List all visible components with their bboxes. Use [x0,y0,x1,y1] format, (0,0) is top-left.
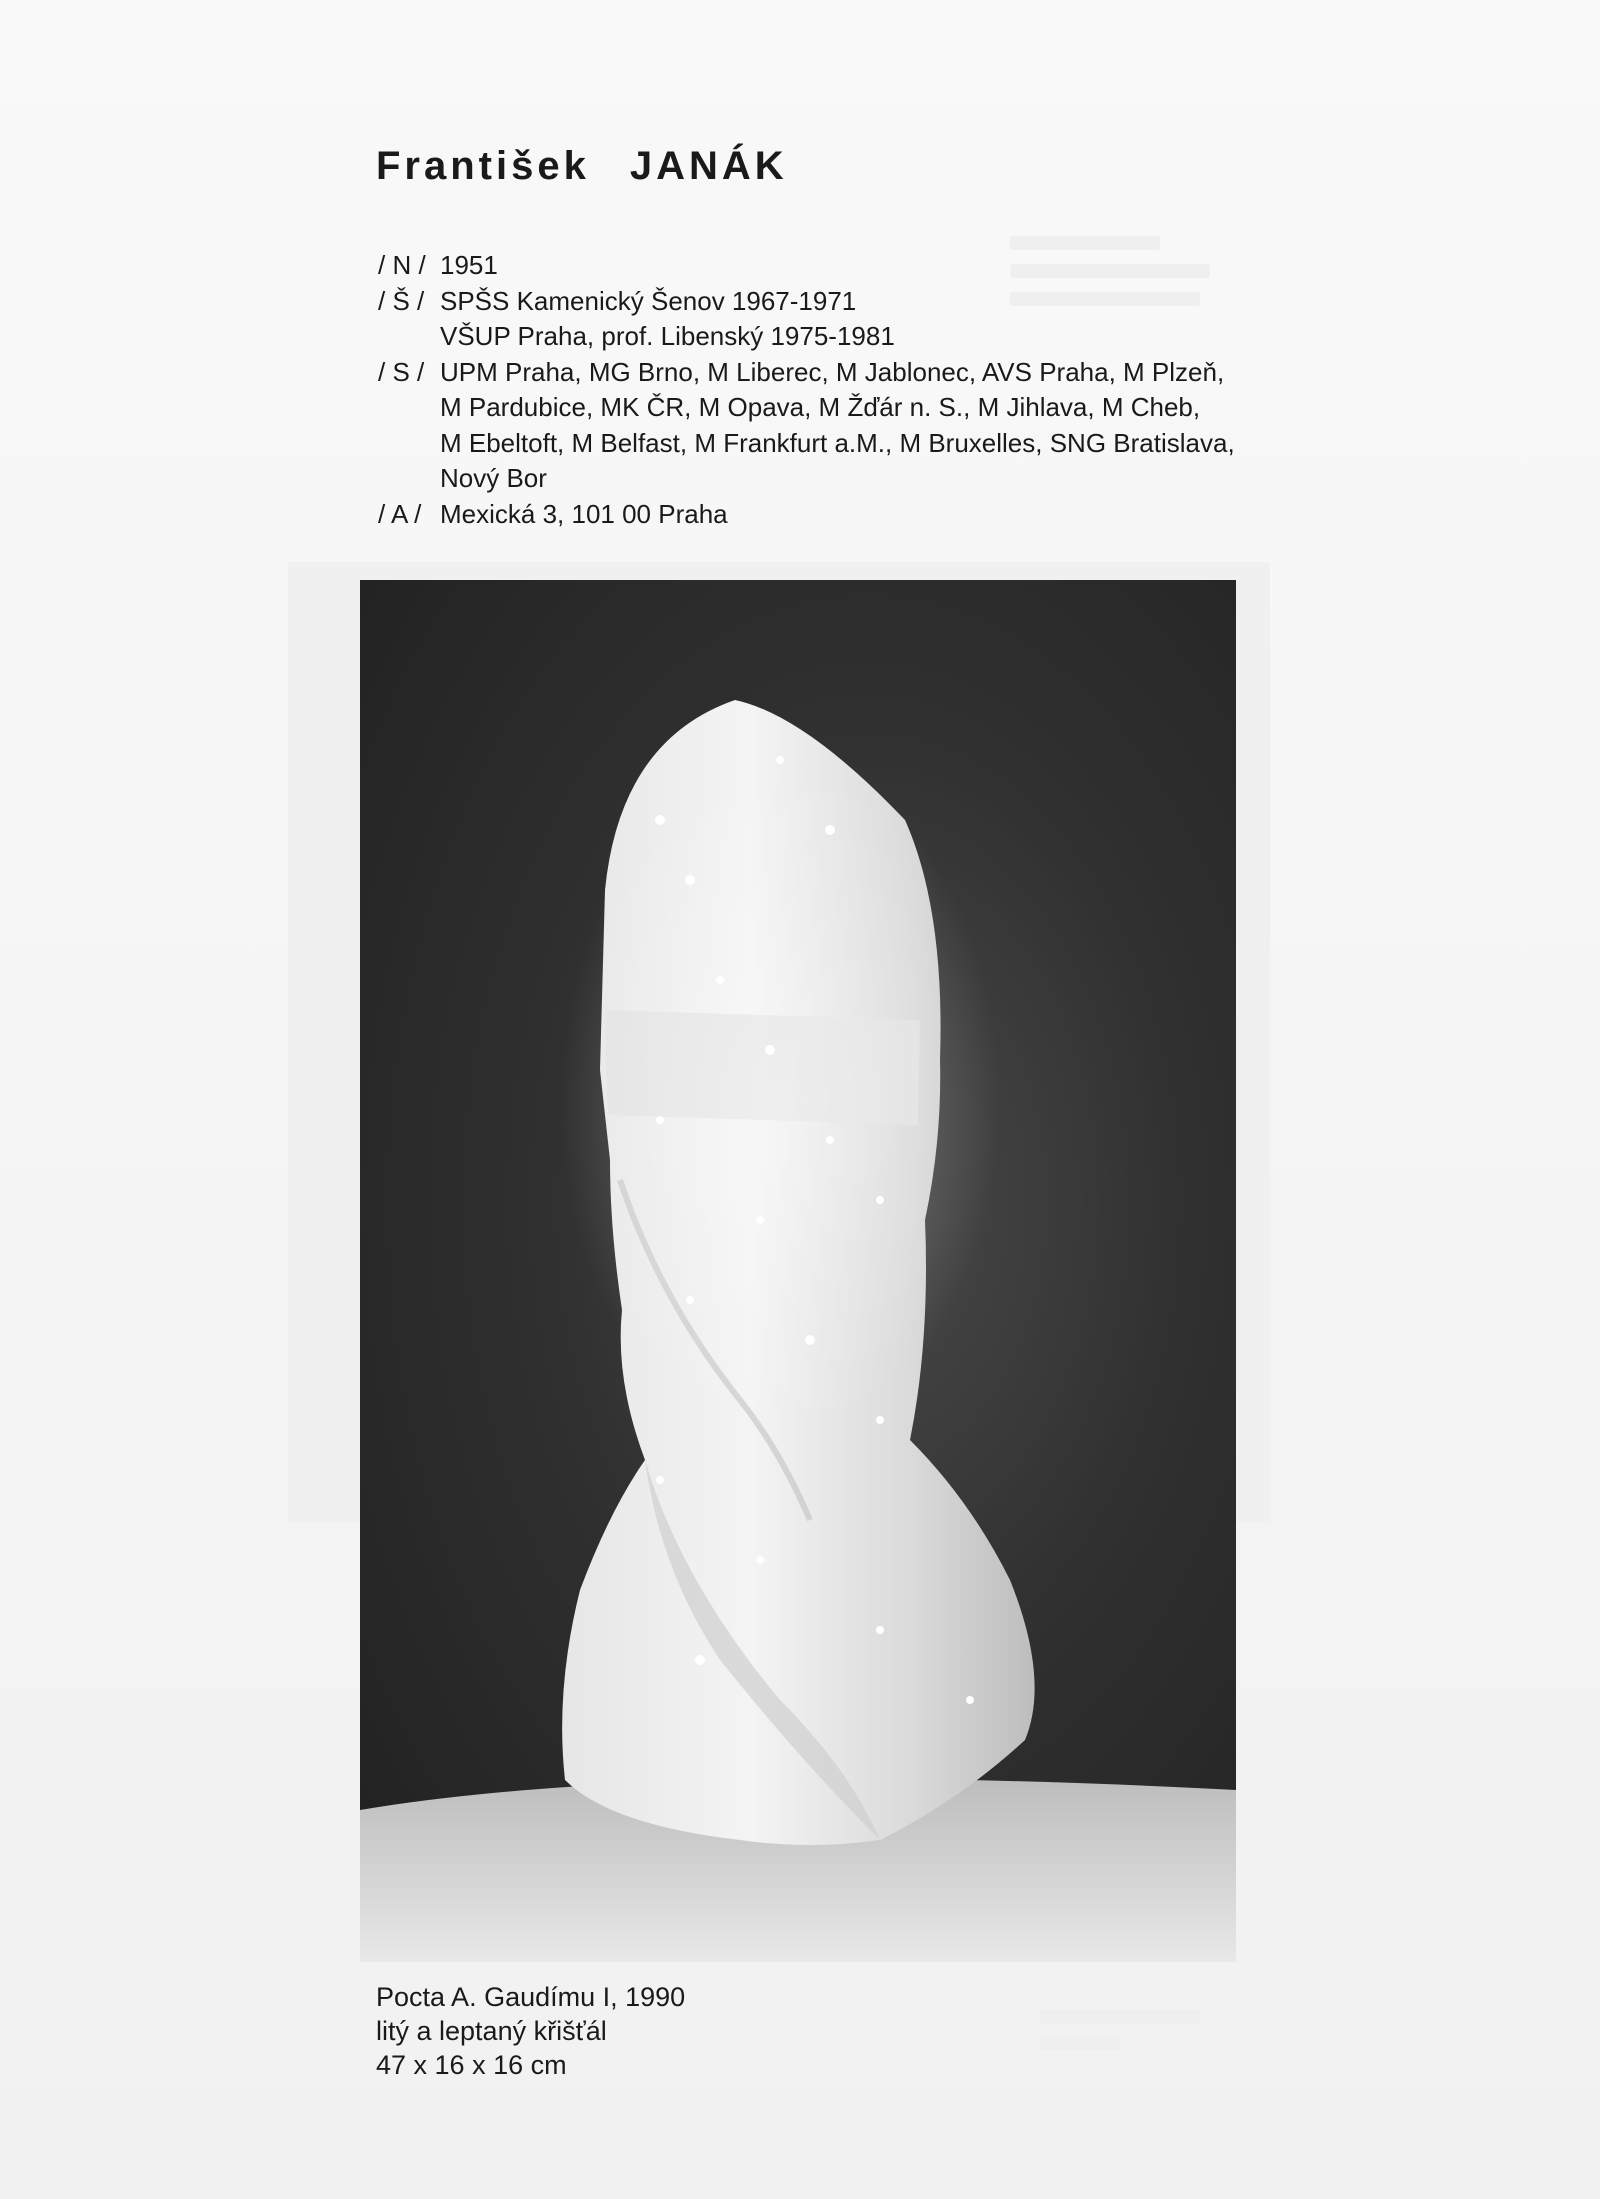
bio-address-row [378,497,1338,533]
bio-text: M Pardubice, MK ČR, M Opava, M Žďár n. S., M Jihlava, M Cheb, [440,392,1201,422]
bio-text: Mexická 3, 101 00 Praha [440,498,728,529]
glass-sculpture-icon [360,580,1236,1962]
bio-code: / S / [378,356,425,387]
bio-school-row [378,284,1338,320]
bio-collections-row [378,355,1338,391]
bio-code: / A / [378,498,422,529]
artwork-dimensions: 47 x 16 x 16 cm [376,2050,567,2080]
bleed-through-decoration [975,128,1205,183]
bio-code: / N / [378,250,426,280]
artist-name [376,144,788,189]
bio-collections-row-cont [378,426,1338,462]
bio-code: / Š / [378,285,425,316]
bio-text: M Ebeltoft, M Belfast, M Frankfurt a.M., M Bruxelles, SNG Bratislava, [440,427,1235,458]
sculpture-highlight [560,760,1000,1440]
artist-biography [378,248,1338,532]
sculpture-photo [360,580,1236,1962]
bio-text: 1951 [440,250,498,280]
artist-family-name: JANÁK [629,144,788,188]
bio-text: VŠUP Praha, prof. Libenský 1975-1981 [440,321,895,351]
bio-school-row-cont [378,319,1338,355]
bio-text: SPŠS Kamenický Šenov 1967-1971 [440,285,857,316]
bio-collections-row-cont [378,390,1338,426]
bio-born-row [378,248,1338,284]
artwork-title: Pocta A. Gaudímu I, 1990 [376,1982,686,2012]
artist-given-name: František [376,144,590,188]
bleed-through-caption [1040,2010,1200,2062]
bio-collections-row-cont [378,461,1338,497]
bio-text: Nový Bor [440,463,547,493]
artwork-caption [376,1980,685,2082]
artwork-material: litý a leptaný křišťál [376,2016,607,2046]
bio-text: UPM Praha, MG Brno, M Liberec, M Jablonec, AVS Praha, M Plzeň, [440,356,1225,387]
